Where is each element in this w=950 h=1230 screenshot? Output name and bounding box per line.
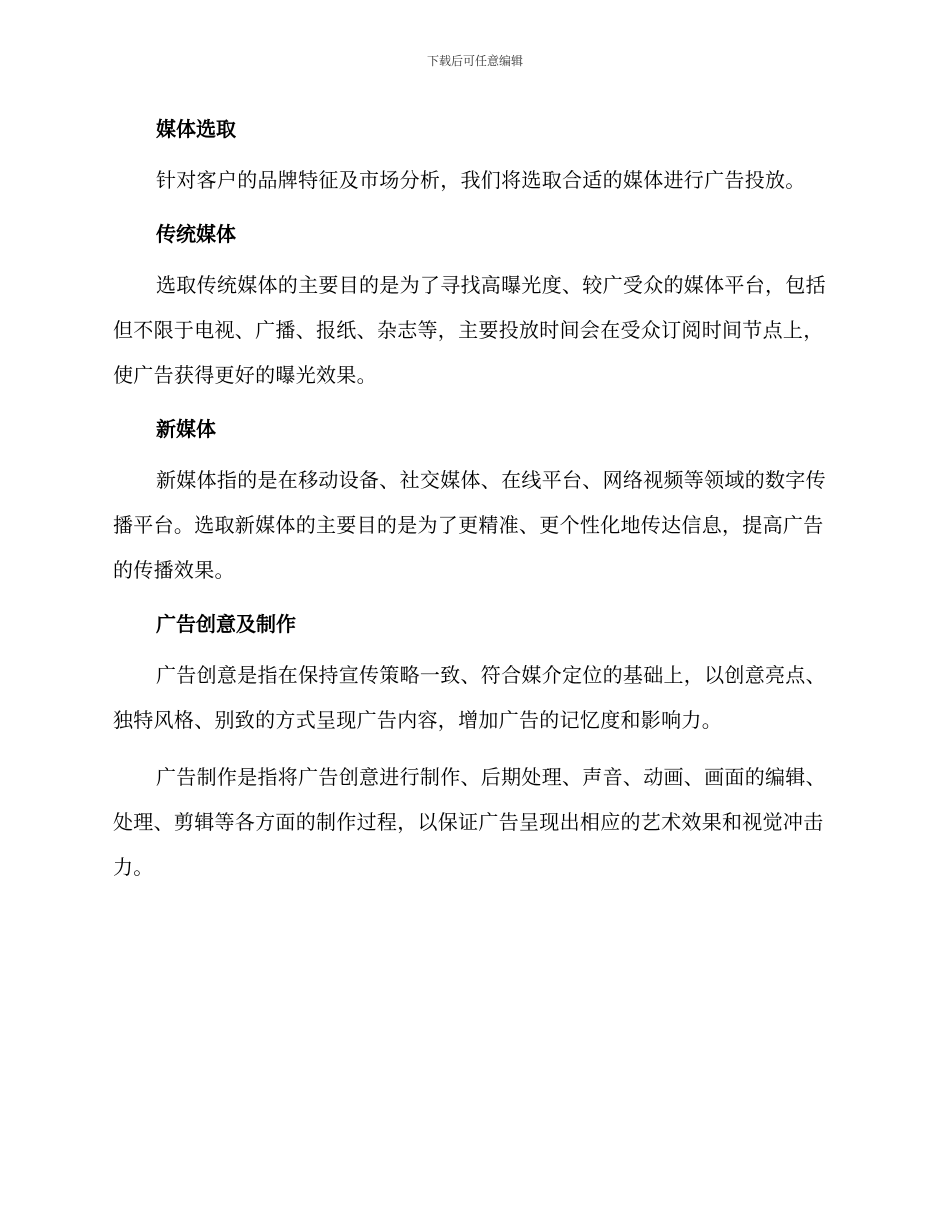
paragraph-new-media: 新媒体指的是在移动设备、社交媒体、在线平台、网络视频等领域的数字传播平台。选取新媒体的主要目的是为了更精准、更个性化地传达信息，提高广告的传播效果。 bbox=[113, 468, 826, 582]
paragraph-ad-production: 广告制作是指将广告创意进行制作、后期处理、声音、动画、画面的编辑、处理、剪辑等各方面的制作过程，以保证广告呈现出相应的艺术效果和视觉冲击力。 bbox=[113, 765, 826, 879]
section-heading-new-media: 新媒体 bbox=[156, 417, 216, 441]
section-heading-media-selection: 媒体选取 bbox=[156, 117, 236, 141]
header-note: 下载后可任意编辑 bbox=[426, 54, 523, 68]
document-body bbox=[113, 112, 833, 890]
paragraph-ad-creative: 广告创意是指在保持宣传策略一致、符合媒介定位的基础上，以创意亮点、独特风格、别致的方式呈现广告内容，增加广告的记忆度和影响力。 bbox=[113, 663, 826, 732]
paragraph-media-selection: 针对客户的品牌特征及市场分析，我们将选取合适的媒体进行广告投放。 bbox=[156, 168, 806, 192]
paragraph-traditional-media: 选取传统媒体的主要目的是为了寻找高曝光度、较广受众的媒体平台，包括但不限于电视、广播、报纸、杂志等，主要投放时间会在受众订阅时间节点上，使广告获得更好的曝光效果。 bbox=[113, 273, 826, 387]
section-heading-traditional-media: 传统媒体 bbox=[156, 222, 236, 246]
section-heading-ad-creative: 广告创意及制作 bbox=[156, 612, 296, 636]
